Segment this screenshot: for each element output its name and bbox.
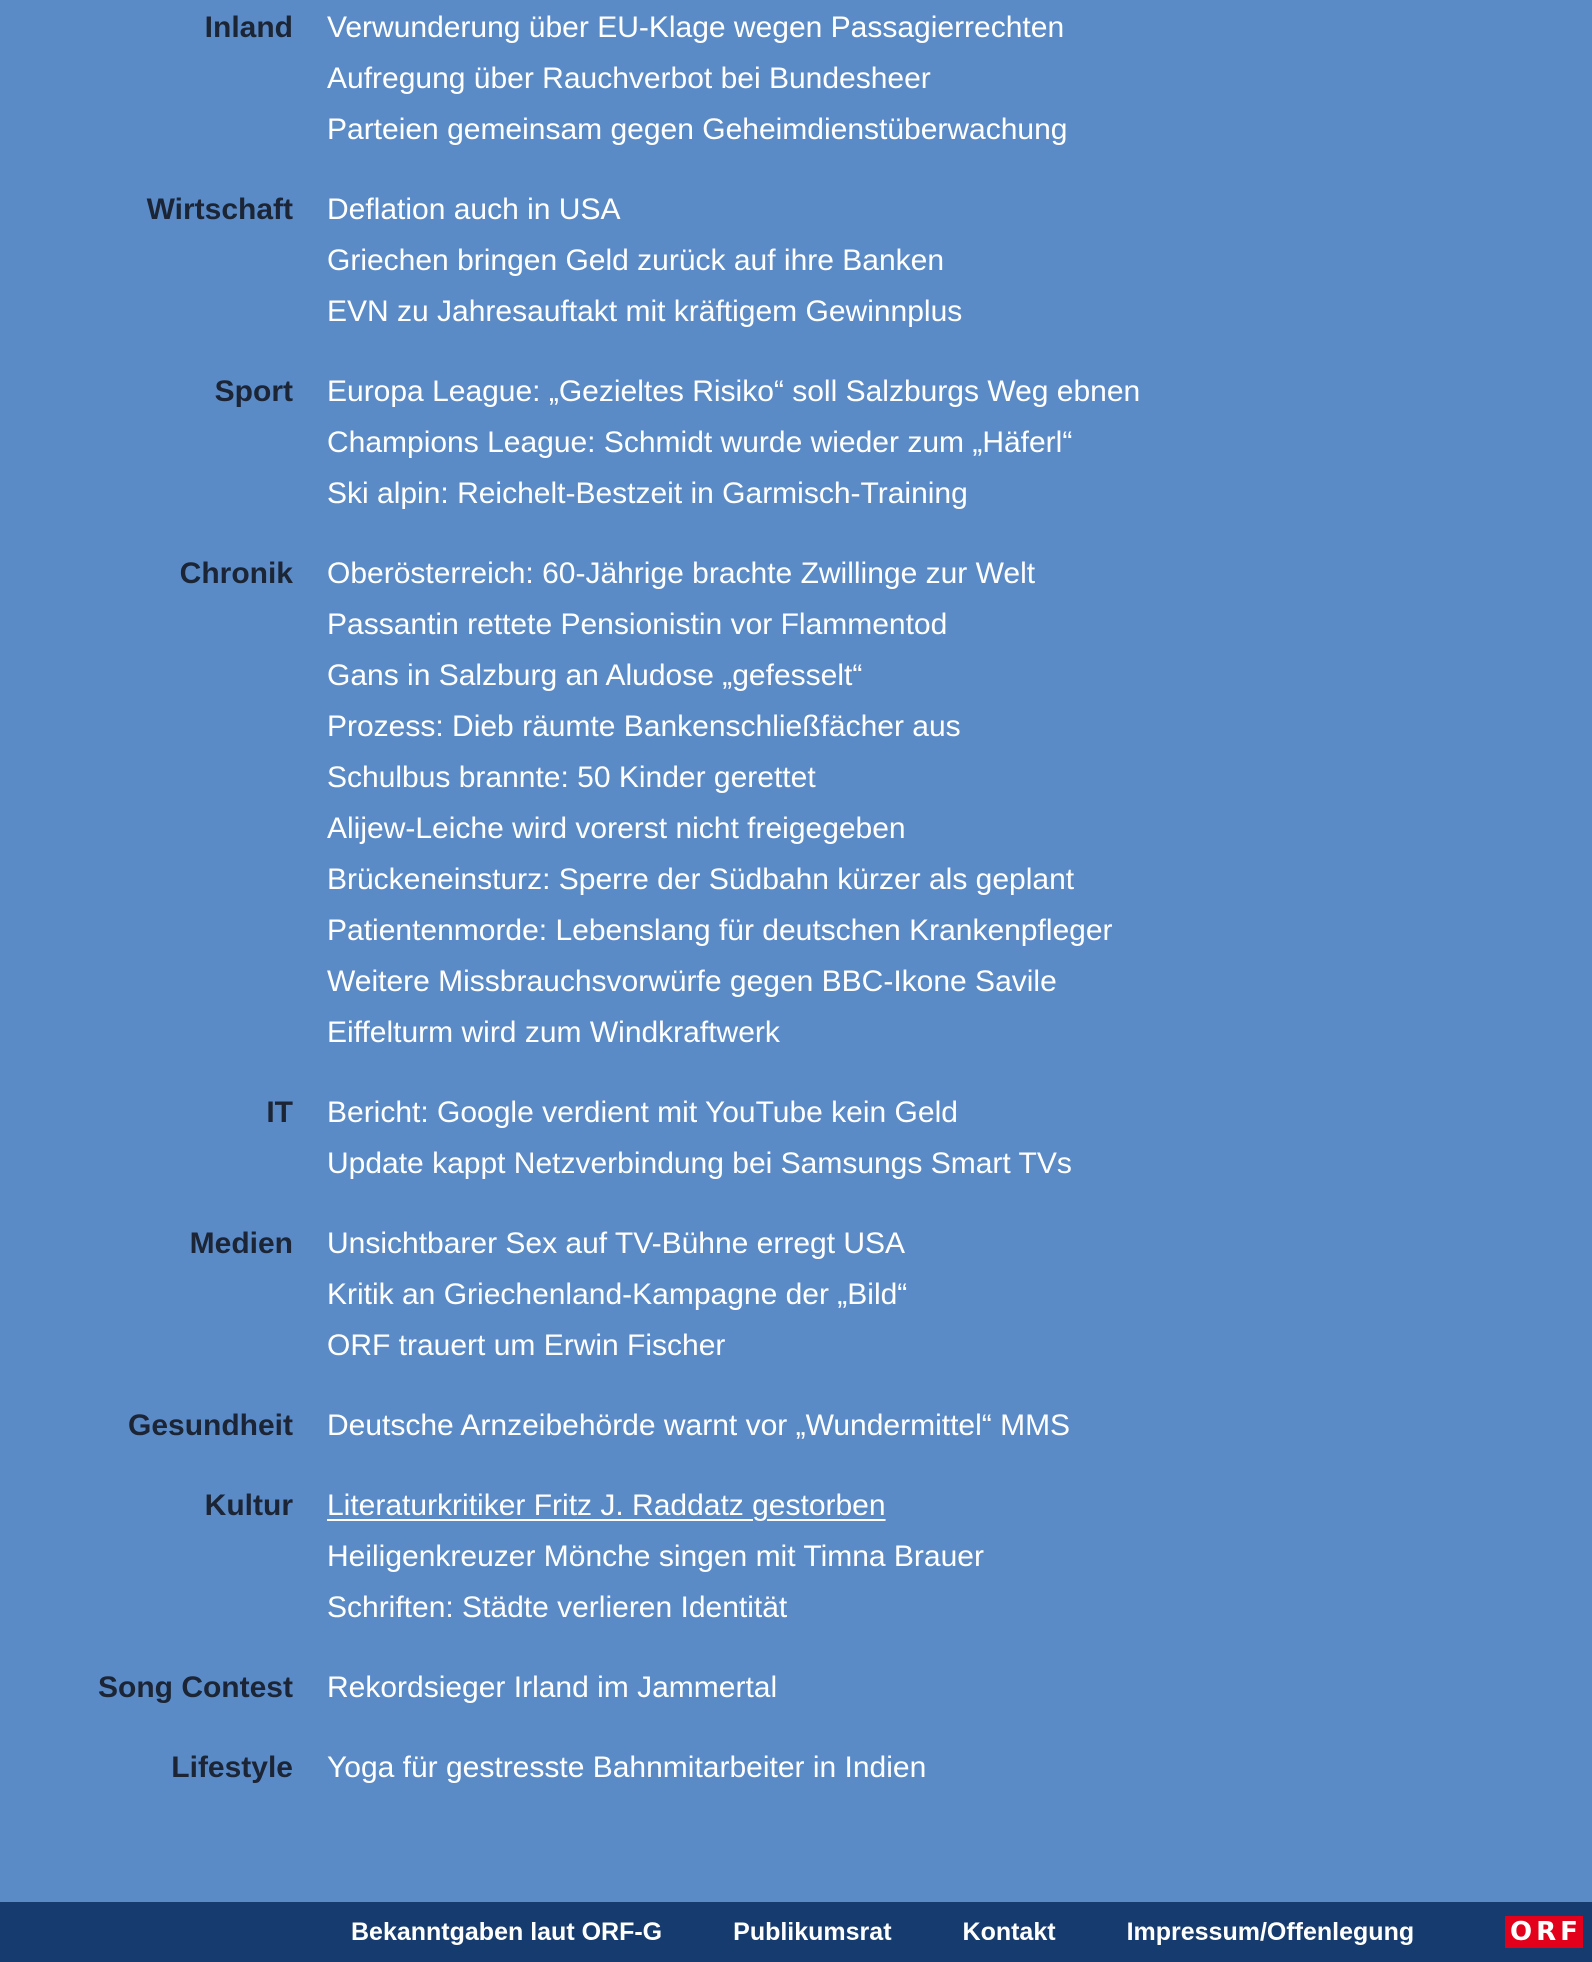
headline-list (327, 366, 1140, 519)
footer (0, 1902, 1592, 1962)
headline-list (327, 1218, 907, 1371)
section-wirtschaft (0, 184, 1592, 337)
headline-link[interactable]: ORF trauert um Erwin Fischer (327, 1329, 726, 1362)
section-inland (0, 2, 1592, 155)
headline-link[interactable]: Yoga für gestresste Bahnmitarbeiter in Indien (327, 1751, 927, 1784)
headline-list (327, 1087, 1072, 1189)
headline-link[interactable]: Literaturkritiker Fritz J. Raddatz gestorben (327, 1489, 886, 1522)
orf-logo-text: ORF (1510, 1917, 1582, 1947)
headline-link[interactable]: Griechen bringen Geld zurück auf ihre Banken (327, 244, 945, 277)
headline-link[interactable]: Update kappt Netzverbindung bei Samsungs Smart TVs (327, 1147, 1072, 1180)
section-medien (0, 1218, 1592, 1371)
headline-link[interactable]: Prozess: Dieb räumte Bankenschließfächer aus (327, 710, 961, 743)
headline-link[interactable]: Aufregung über Rauchverbot bei Bundesheer (327, 62, 931, 95)
headline-link[interactable]: Rekordsieger Irland im Jammertal (327, 1671, 778, 1704)
footer-link-impressum-offenlegung[interactable]: Impressum/Offenlegung (1126, 1917, 1415, 1946)
headline-link[interactable]: Patientenmorde: Lebenslang für deutschen Krankenpfleger (327, 914, 1113, 947)
section-gesundheit (0, 1400, 1592, 1451)
section-label: Wirtschaft (146, 193, 293, 226)
section-sport (0, 366, 1592, 519)
headline-link[interactable]: EVN zu Jahresauftakt mit kräftigem Gewinnplus (327, 295, 963, 328)
headline-list (327, 1742, 926, 1793)
section-kultur (0, 1480, 1592, 1633)
footer-link-publikumsrat[interactable]: Publikumsrat (733, 1917, 892, 1946)
section-label: Kultur (204, 1489, 293, 1522)
headline-link[interactable]: Weitere Missbrauchsvorwürfe gegen BBC-Ikone Savile (327, 965, 1057, 998)
headline-link[interactable]: Parteien gemeinsam gegen Geheimdienstüberwachung (327, 113, 1068, 146)
headline-link[interactable]: Ski alpin: Reichelt-Bestzeit in Garmisch-Training (327, 477, 968, 510)
footer-links (351, 1918, 1414, 1947)
headline-list (327, 184, 962, 337)
section-label: Inland (204, 11, 293, 44)
headline-link[interactable]: Brückeneinsturz: Sperre der Südbahn kürzer als geplant (327, 863, 1075, 896)
headline-link[interactable]: Champions League: Schmidt wurde wieder zum „Häferl“ (327, 426, 1073, 459)
section-label: Chronik (179, 557, 293, 590)
headline-link[interactable]: Deutsche Arnzeibehörde warnt vor „Wundermittel“ MMS (327, 1409, 1071, 1442)
headline-list (327, 1480, 984, 1633)
footer-link-bekanntgaben-laut-orf-g[interactable]: Bekanntgaben laut ORF-G (351, 1917, 663, 1946)
headline-link[interactable]: Alijew-Leiche wird vorerst nicht freigegeben (327, 812, 906, 845)
headline-list (327, 548, 1113, 1058)
headline-link[interactable]: Unsichtbarer Sex auf TV-Bühne erregt USA (327, 1227, 906, 1260)
section-label: IT (266, 1096, 293, 1129)
footer-link-kontakt[interactable]: Kontakt (962, 1917, 1056, 1946)
headline-link[interactable]: Schriften: Städte verlieren Identität (327, 1591, 788, 1624)
section-it (0, 1087, 1592, 1189)
headline-link[interactable]: Deflation auch in USA (327, 193, 621, 226)
section-label: Lifestyle (171, 1751, 293, 1784)
section-label: Medien (189, 1227, 293, 1260)
section-label: Gesundheit (127, 1409, 293, 1442)
section-lifestyle (0, 1742, 1592, 1793)
headline-link[interactable]: Schulbus brannte: 50 Kinder gerettet (327, 761, 816, 794)
headline-list (327, 1400, 1070, 1451)
headline-link[interactable]: Kritik an Griechenland-Kampagne der „Bild“ (327, 1278, 908, 1311)
headline-link[interactable]: Bericht: Google verdient mit YouTube kein Geld (327, 1096, 958, 1129)
headline-link[interactable]: Eiffelturm wird zum Windkraftwerk (327, 1016, 780, 1049)
headline-link[interactable]: Gans in Salzburg an Aludose „gefesselt“ (327, 659, 863, 692)
headline-list (327, 2, 1067, 155)
headline-link[interactable]: Europa League: „Gezieltes Risiko“ soll Salzburgs Weg ebnen (327, 375, 1141, 408)
headline-link[interactable]: Heiligenkreuzer Mönche singen mit Timna Brauer (327, 1540, 984, 1573)
section-song-contest (0, 1662, 1592, 1713)
section-label: Sport (214, 375, 293, 408)
headline-list (327, 1662, 777, 1713)
section-label: Song Contest (98, 1671, 293, 1704)
headline-link[interactable]: Verwunderung über EU-Klage wegen Passagierrechten (327, 11, 1065, 44)
headline-link[interactable]: Oberösterreich: 60-Jährige brachte Zwillinge zur Welt (327, 557, 1036, 590)
orf-logo[interactable] (1505, 1916, 1583, 1948)
headline-link[interactable]: Passantin rettete Pensionistin vor Flammentod (327, 608, 948, 641)
section-chronik (0, 548, 1592, 1058)
